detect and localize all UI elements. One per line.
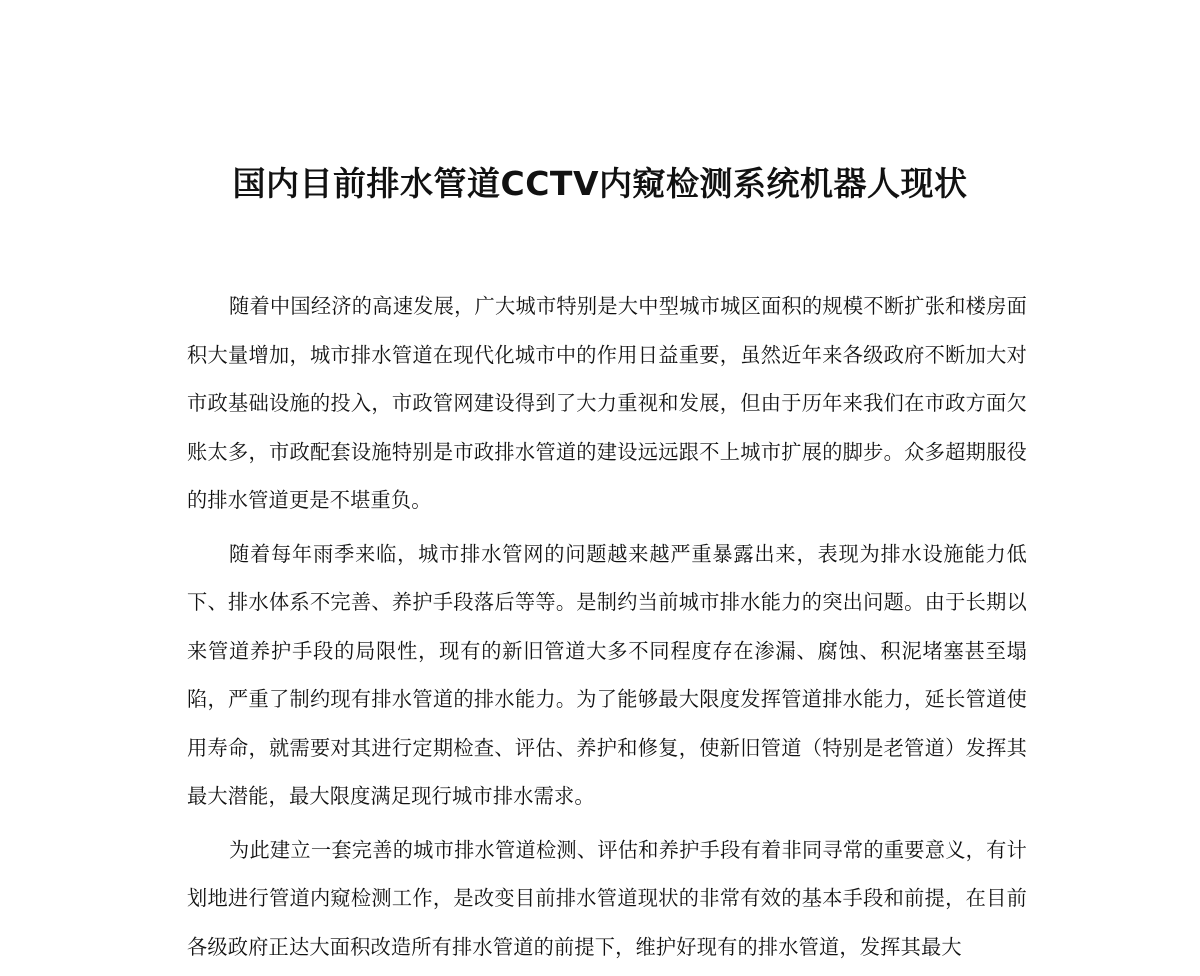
- paragraph-2: 随着每年雨季来临，城市排水管网的问题越来越严重暴露出来，表现为排水设施能力低下、排水体系不完善、养护手段落后等等。是制约当前城市排水能力的突出问题。由于长期以来管道养护手段的局限性，现有的新旧管道大多不同程度存在渗漏、腐蚀、积泥堵塞甚至塌陷，严重了制约现有排水管道的排水能力。为了能够最大限度发挥管道排水能力，延长管道使用寿命，就需要对其进行定期检查、评估、养护和修复，使新旧管道（特别是老管道）发挥其最大潜能，最大限度满足现行城市排水需求。: [187, 541, 1027, 808]
- document-body: [187, 282, 1027, 976]
- paragraph-3: 为此建立一套完善的城市排水管道检测、评估和养护手段有着非同寻常的重要意义，有计划地进行管道内窥检测工作，是改变目前排水管道现状的非常有效的基本手段和前提，在目前各级政府正达大面积改造所有排水管道的前提下，维护好现有的排水管道，发挥其最大: [187, 837, 1027, 959]
- paragraph-1: 随着中国经济的高速发展，广大城市特别是大中型城市城区面积的规模不断扩张和楼房面积大量增加，城市排水管道在现代化城市中的作用日益重要，虽然近年来各级政府不断加大对市政基础设施的投入，市政管网建设得到了大力重视和发展，但由于历年来我们在市政方面欠账太多，市政配套设施特别是市政排水管道的建设远远跟不上城市扩展的脚步。众多超期服役的排水管道更是不堪重负。: [187, 294, 1027, 512]
- document-title: 国内目前排水管道CCTV内窥检测系统机器人现状: [232, 164, 968, 203]
